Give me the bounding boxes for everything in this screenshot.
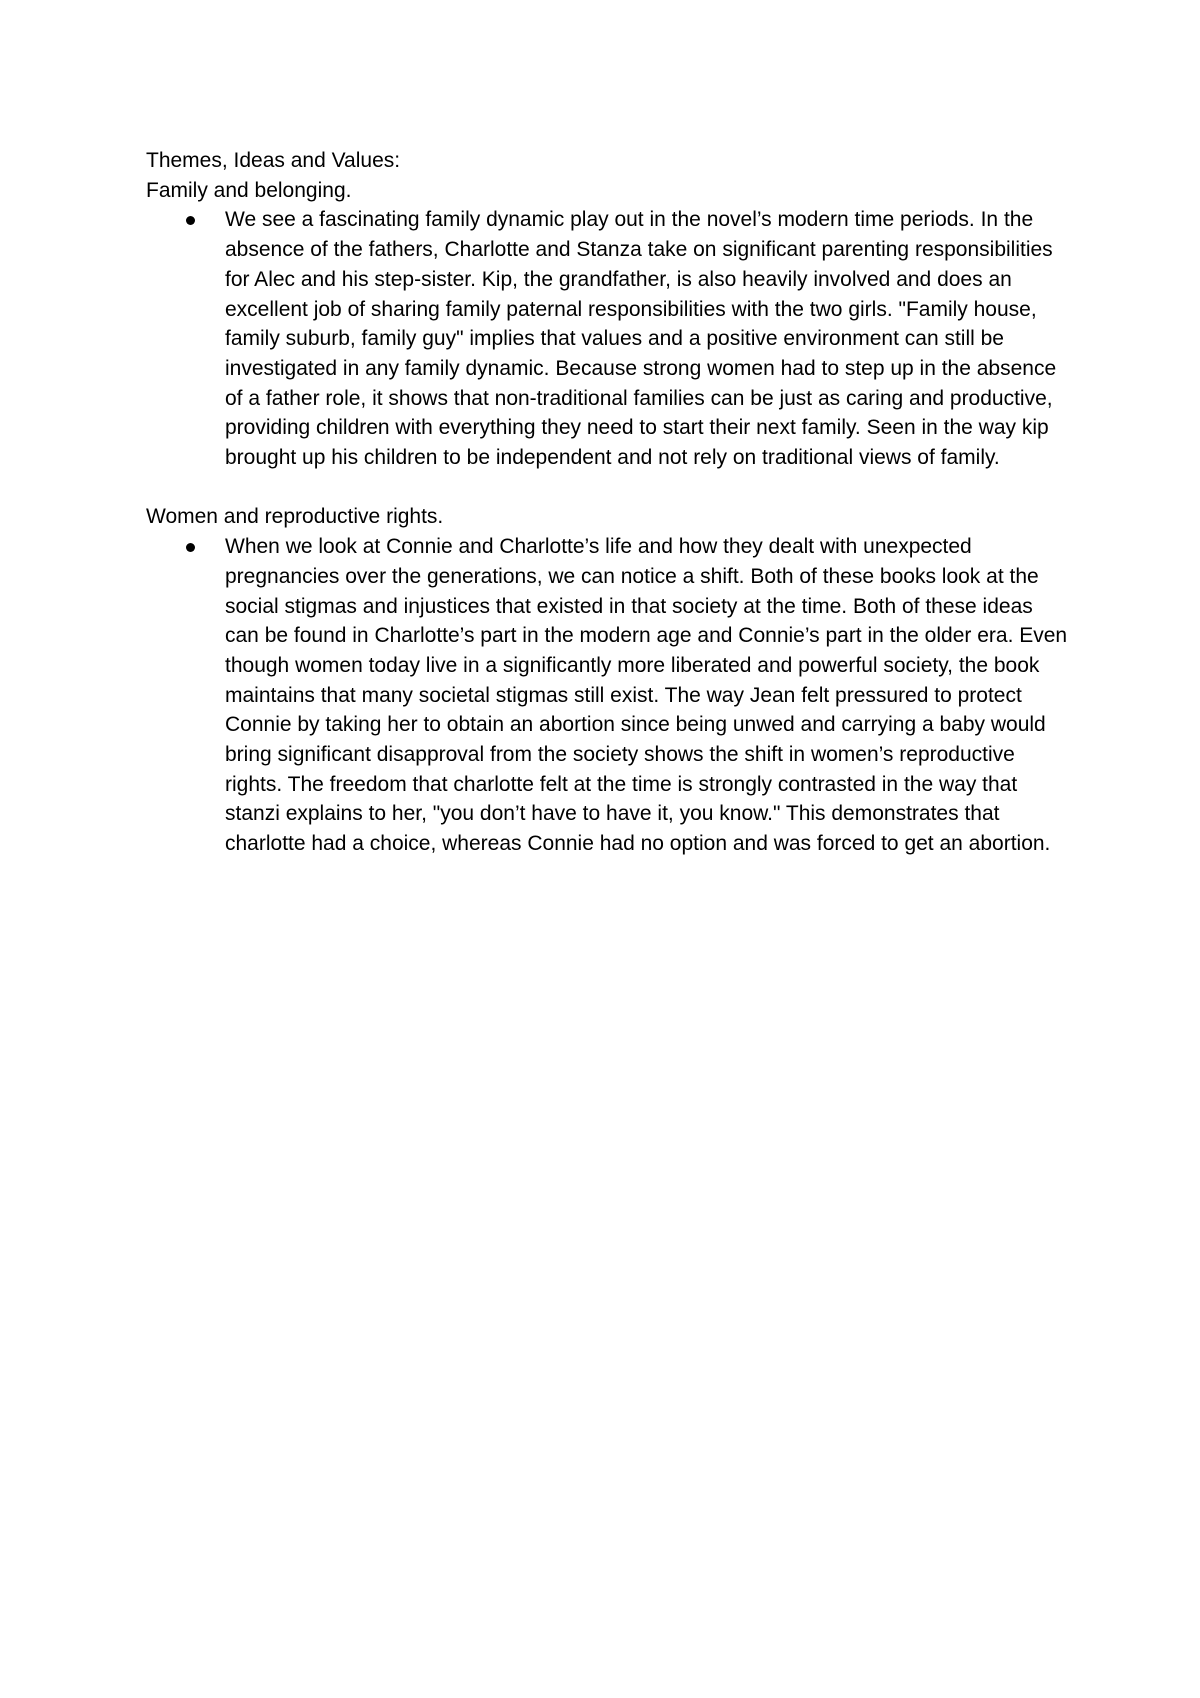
section-women-and-reproductive-rights — [146, 502, 1066, 858]
document-page — [146, 146, 1066, 859]
section-family-and-belonging — [146, 176, 1066, 473]
list-item — [146, 205, 1070, 472]
bullet-text: When we look at Connie and Charlotte’s life and how they dealt with unexpected pregnancies over the generations, we can notice a shift. Both of these books look at the social stigmas and injustices that existed in that society at the time. Both of these ideas can be found in Charlotte’s part in the modern age and Connie’s part in the older era. Even though women today live in a significantly more liberated and powerful society, the book maintains that many societal stigmas still exist. The way Jean felt pressured to protect Connie by taking her to obtain an abortion since being unwed and carrying a baby would bring significant disapproval from the society shows the shift in women’s reproductive rights. The freedom that charlotte felt at the time is strongly contrasted in the way that stanzi explains to her, "you don’t have to have it, you know." This demonstrates that charlotte had a choice, whereas Connie had no option and was forced to get an abortion. — [225, 535, 1068, 856]
bullet-icon — [186, 543, 195, 552]
bullet-text: We see a fascinating family dynamic play out in the novel’s modern time periods. In the absence of the fathers, Charlotte and Stanza take on significant parenting responsibilities for Alec and his step-sister. Kip, the grandfather, is also heavily involved and does an excellent job of sharing family paternal responsibilities with the two girls. "Family house, family suburb, family guy" implies that values and a positive environment can still be investigated in any family dynamic. Because strong women had to step up in the absence of a father role, it shows that non-traditional families can be just as caring and productive, providing children with everything they need to start their next family. Seen in the way kip brought up his children to be independent and not rely on traditional views of family. — [225, 208, 1057, 470]
bullet-list — [146, 205, 1066, 472]
section-title: Women and reproductive rights. — [146, 505, 444, 529]
paragraph-spacer — [146, 473, 1066, 503]
bullet-icon — [186, 216, 195, 225]
bullet-list — [146, 532, 1066, 859]
list-item — [146, 532, 1070, 859]
document-heading: Themes, Ideas and Values: — [146, 149, 401, 172]
section-title: Family and belonging. — [146, 178, 352, 202]
